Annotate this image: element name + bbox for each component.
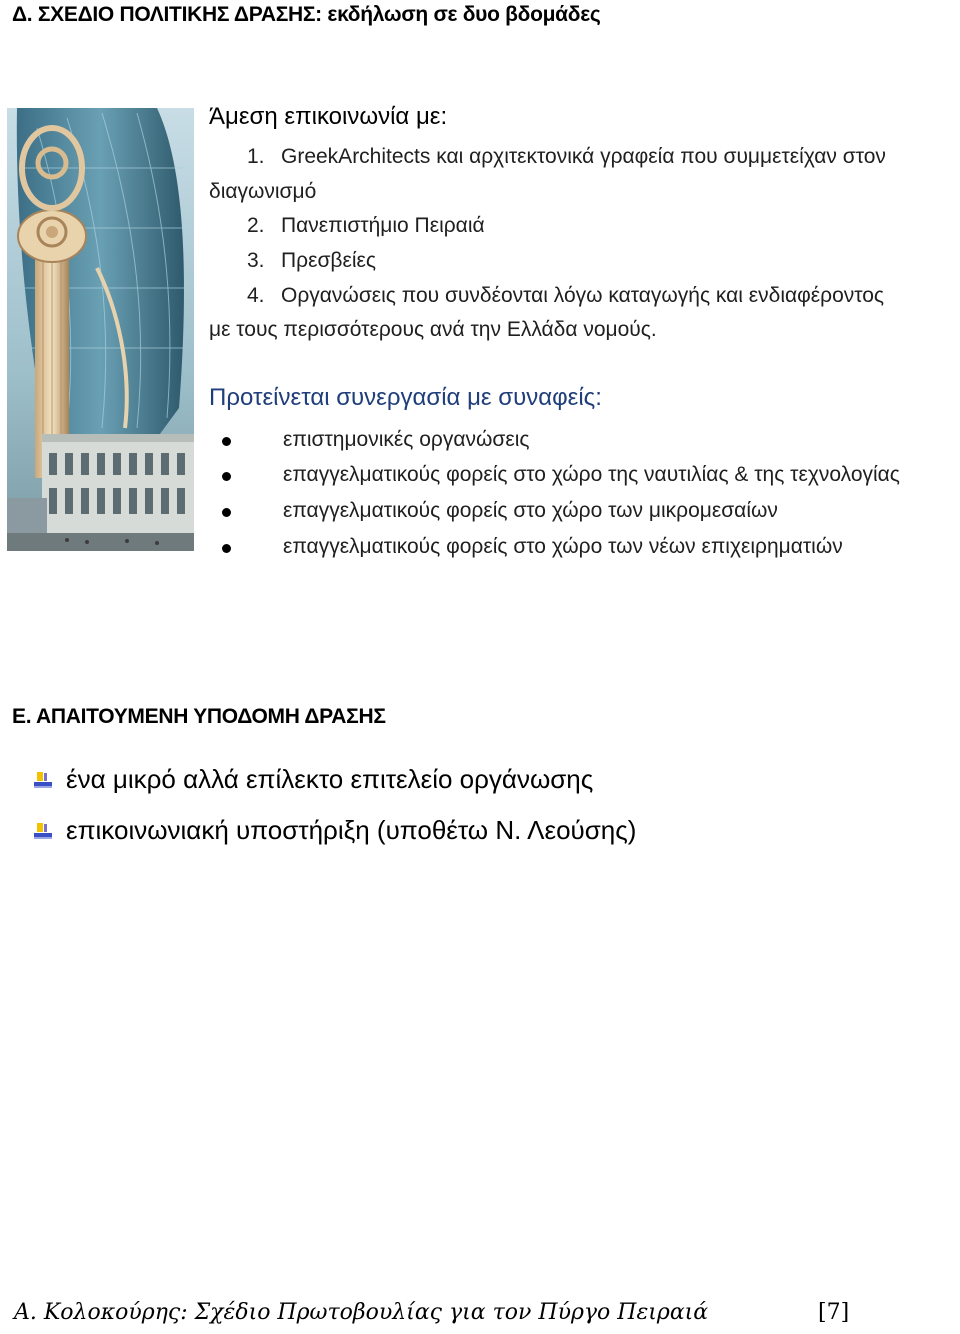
page-number: [7]	[818, 1300, 850, 1325]
contact-item-4	[247, 284, 884, 308]
bullet-icon	[222, 472, 231, 481]
bullet-icon	[222, 508, 231, 517]
item-text: GreekArchitects και αρχιτεκτονικά γραφεία που συμμετείχαν στον	[281, 145, 886, 168]
contact-item-4-continuation: με τους περισσότερους ανά την Ελλάδα νομούς.	[209, 318, 657, 341]
bullet-icon	[222, 544, 231, 553]
checkbox-bullet-icon	[32, 770, 54, 792]
proposal-heading: Προτείνεται συνεργασία με συναφείς:	[209, 384, 602, 411]
item-number: 3.	[247, 249, 265, 272]
item-number: 2.	[247, 214, 265, 237]
checkbox-bullet-icon	[32, 821, 54, 843]
architectural-rendering-image	[7, 108, 194, 551]
section-d-title: Δ. ΣΧΕΔΙΟ ΠΟΛΙΤΙΚΗΣ ΔΡΑΣΗΣ: εκδήλωση σε δυο βδομάδες	[12, 3, 601, 26]
item-text: Οργανώσεις που συνδέονται λόγω καταγωγής και ενδιαφέροντος	[281, 284, 885, 307]
item-number: 4.	[247, 284, 265, 307]
item-text: Πανεπιστήμιο Πειραιά	[281, 214, 485, 237]
footer-author: Α. Κολοκούρης: Σχέδιο Πρωτοβουλίας για τον Πύργο Πειραιά	[14, 1300, 709, 1325]
contact-heading: Άμεση επικοινωνία με:	[209, 103, 448, 130]
contact-item-1-continuation: διαγωνισμό	[209, 180, 317, 203]
item-number: 1.	[247, 145, 265, 168]
item-text: Πρεσβείες	[281, 249, 377, 272]
contact-item-2	[247, 214, 485, 238]
bullet-icon	[222, 437, 231, 446]
contact-item-3	[247, 249, 376, 273]
contact-item-1	[247, 145, 886, 169]
section-e-title: Ε. ΑΠΑΙΤΟΥΜΕΝΗ ΥΠΟΔΟΜΗ ΔΡΑΣΗΣ	[12, 705, 386, 728]
